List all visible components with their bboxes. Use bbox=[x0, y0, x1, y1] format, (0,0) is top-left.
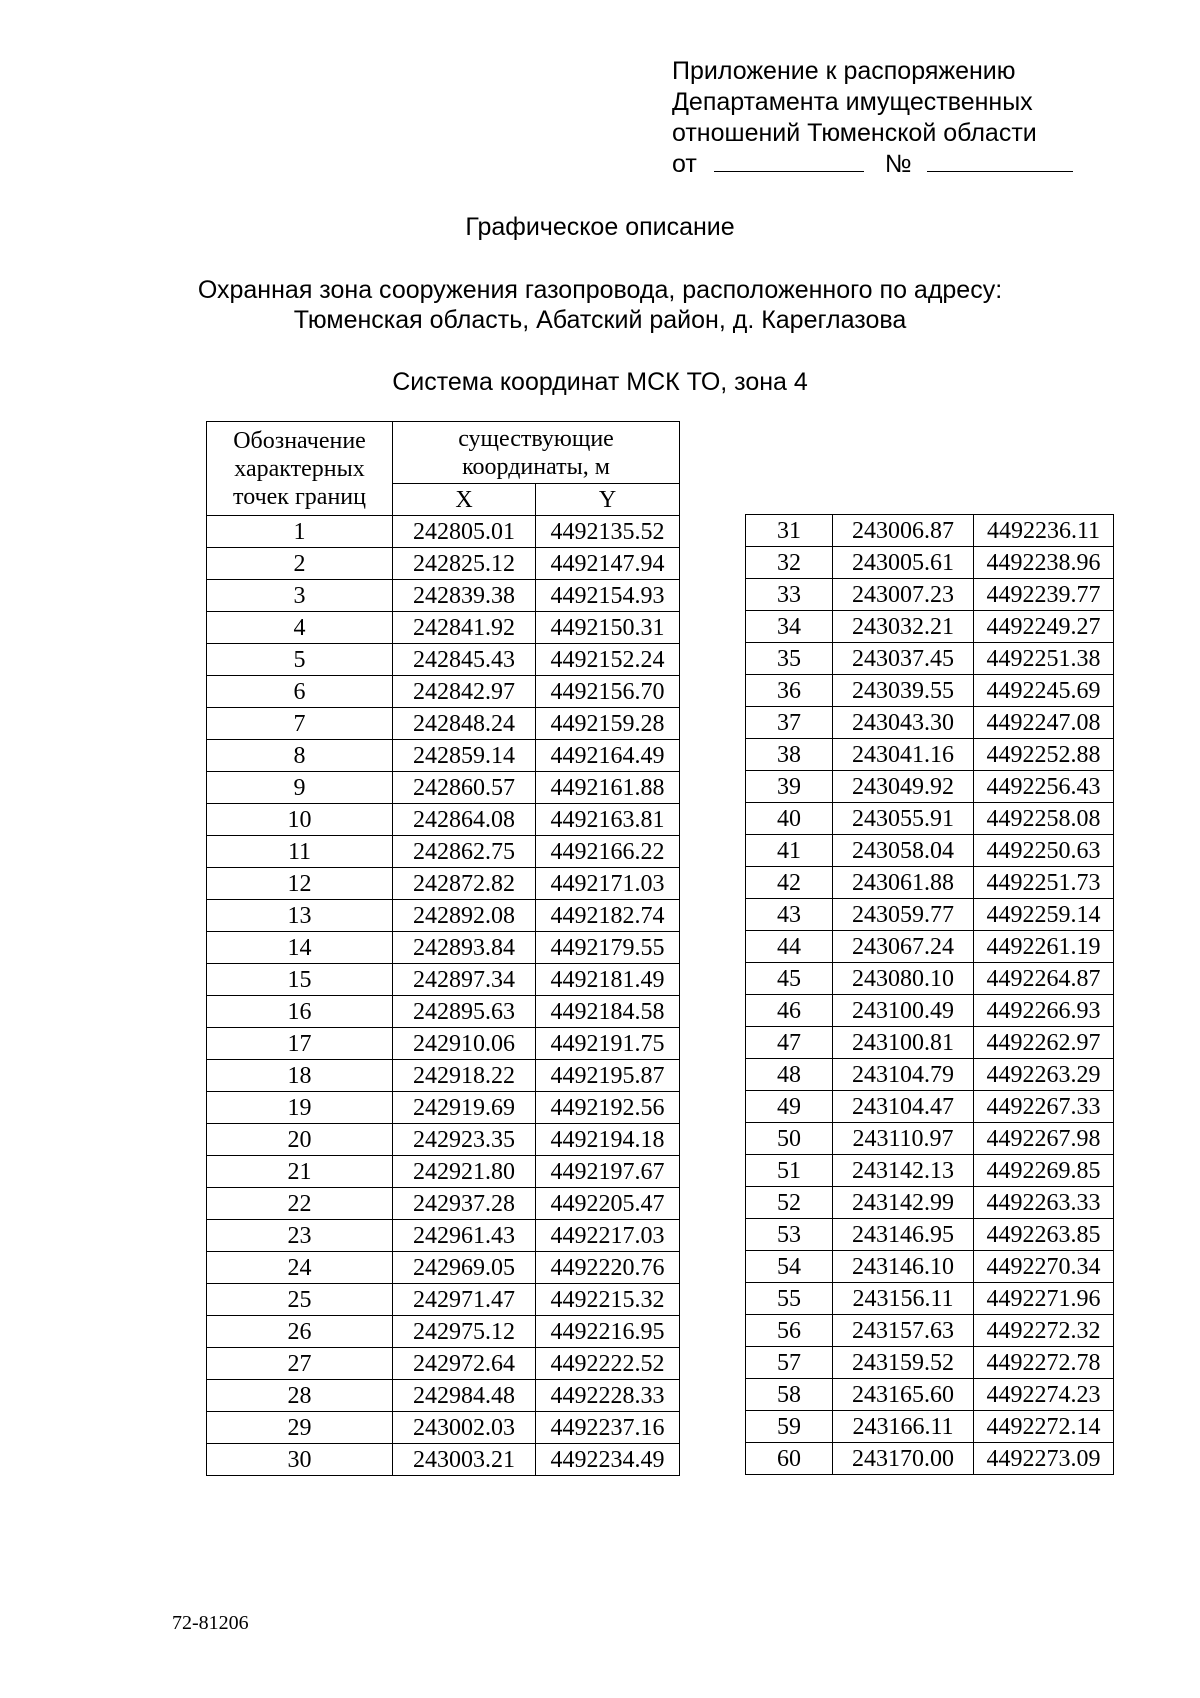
x-coordinate-cell: 243037.45 bbox=[833, 643, 974, 675]
point-number-cell: 55 bbox=[746, 1283, 833, 1315]
point-number-cell: 27 bbox=[207, 1348, 393, 1380]
coordinate-system: Система координат МСК ТО, зона 4 bbox=[392, 368, 808, 396]
point-number-cell: 3 bbox=[207, 580, 393, 612]
table-row bbox=[207, 1380, 680, 1412]
table-row bbox=[746, 1187, 1114, 1219]
point-number-cell: 44 bbox=[746, 931, 833, 963]
table-row bbox=[207, 964, 680, 996]
y-coordinate-cell: 4492274.23 bbox=[974, 1379, 1114, 1411]
y-coordinate-cell: 4492237.16 bbox=[536, 1412, 680, 1444]
y-coordinate-cell: 4492262.97 bbox=[974, 1027, 1114, 1059]
point-number-cell: 8 bbox=[207, 740, 393, 772]
x-coordinate-cell: 243159.52 bbox=[833, 1347, 974, 1379]
table-row bbox=[746, 771, 1114, 803]
point-number-cell: 9 bbox=[207, 772, 393, 804]
table-row bbox=[207, 676, 680, 708]
table-row bbox=[746, 1443, 1114, 1475]
x-coordinate-cell: 243055.91 bbox=[833, 803, 974, 835]
point-number-cell: 51 bbox=[746, 1155, 833, 1187]
point-number-cell: 37 bbox=[746, 707, 833, 739]
x-coordinate-cell: 242937.28 bbox=[393, 1188, 536, 1220]
y-coordinate-cell: 4492263.33 bbox=[974, 1187, 1114, 1219]
y-coordinate-cell: 4492267.33 bbox=[974, 1091, 1114, 1123]
y-coordinate-cell: 4492270.34 bbox=[974, 1251, 1114, 1283]
table-row bbox=[207, 1284, 680, 1316]
header-existing-coordinates: существующие координаты, м bbox=[393, 422, 680, 484]
point-number-cell: 2 bbox=[207, 548, 393, 580]
x-coordinate-cell: 242893.84 bbox=[393, 932, 536, 964]
table-row bbox=[207, 1188, 680, 1220]
table-row bbox=[207, 996, 680, 1028]
y-coordinate-cell: 4492252.88 bbox=[974, 739, 1114, 771]
x-coordinate-cell: 243104.79 bbox=[833, 1059, 974, 1091]
point-number-cell: 25 bbox=[207, 1284, 393, 1316]
table-row bbox=[746, 1091, 1114, 1123]
point-number-cell: 54 bbox=[746, 1251, 833, 1283]
x-coordinate-cell: 242848.24 bbox=[393, 708, 536, 740]
y-coordinate-cell: 4492256.43 bbox=[974, 771, 1114, 803]
point-number-cell: 48 bbox=[746, 1059, 833, 1091]
table-row bbox=[207, 804, 680, 836]
y-coordinate-cell: 4492159.28 bbox=[536, 708, 680, 740]
table-row bbox=[207, 932, 680, 964]
appendix-date-number-line bbox=[672, 149, 1073, 180]
point-number-cell: 58 bbox=[746, 1379, 833, 1411]
table-row bbox=[746, 867, 1114, 899]
x-coordinate-cell: 242975.12 bbox=[393, 1316, 536, 1348]
y-coordinate-cell: 4492215.32 bbox=[536, 1284, 680, 1316]
x-coordinate-cell: 243100.81 bbox=[833, 1027, 974, 1059]
table-row bbox=[207, 1444, 680, 1476]
point-number-cell: 6 bbox=[207, 676, 393, 708]
y-coordinate-cell: 4492171.03 bbox=[536, 868, 680, 900]
x-coordinate-cell: 243049.92 bbox=[833, 771, 974, 803]
x-coordinate-cell: 242825.12 bbox=[393, 548, 536, 580]
x-coordinate-cell: 242892.08 bbox=[393, 900, 536, 932]
y-coordinate-cell: 4492164.49 bbox=[536, 740, 680, 772]
table-row bbox=[207, 644, 680, 676]
table-row bbox=[746, 515, 1114, 547]
x-coordinate-cell: 243061.88 bbox=[833, 867, 974, 899]
point-number-cell: 24 bbox=[207, 1252, 393, 1284]
table-row bbox=[746, 995, 1114, 1027]
y-coordinate-cell: 4492245.69 bbox=[974, 675, 1114, 707]
y-coordinate-cell: 4492166.22 bbox=[536, 836, 680, 868]
y-coordinate-cell: 4492228.33 bbox=[536, 1380, 680, 1412]
point-number-cell: 30 bbox=[207, 1444, 393, 1476]
y-coordinate-cell: 4492251.73 bbox=[974, 867, 1114, 899]
y-coordinate-cell: 4492191.75 bbox=[536, 1028, 680, 1060]
table-row bbox=[746, 1283, 1114, 1315]
table-row bbox=[207, 868, 680, 900]
table-row bbox=[746, 1059, 1114, 1091]
table-row bbox=[746, 547, 1114, 579]
x-coordinate-cell: 243003.21 bbox=[393, 1444, 536, 1476]
table-row bbox=[746, 739, 1114, 771]
point-number-cell: 56 bbox=[746, 1315, 833, 1347]
x-coordinate-cell: 242859.14 bbox=[393, 740, 536, 772]
x-coordinate-cell: 242961.43 bbox=[393, 1220, 536, 1252]
point-number-cell: 35 bbox=[746, 643, 833, 675]
x-coordinate-cell: 242805.01 bbox=[393, 516, 536, 548]
appendix-line-2: Департамента имущественных bbox=[672, 88, 1033, 116]
appendix-block bbox=[672, 56, 1073, 180]
x-coordinate-cell: 243146.10 bbox=[833, 1251, 974, 1283]
x-coordinate-cell: 242923.35 bbox=[393, 1124, 536, 1156]
point-number-cell: 41 bbox=[746, 835, 833, 867]
header-point-designation: Обозначение характерных точек границ bbox=[207, 422, 393, 516]
x-coordinate-cell: 242841.92 bbox=[393, 612, 536, 644]
y-coordinate-cell: 4492267.98 bbox=[974, 1123, 1114, 1155]
x-coordinate-cell: 243032.21 bbox=[833, 611, 974, 643]
appendix-line-3: отношений Тюменской области bbox=[672, 119, 1037, 147]
table-row bbox=[207, 1252, 680, 1284]
coordinates-table-right bbox=[745, 514, 1114, 1475]
x-coordinate-cell: 242918.22 bbox=[393, 1060, 536, 1092]
y-coordinate-cell: 4492258.08 bbox=[974, 803, 1114, 835]
x-coordinate-cell: 242984.48 bbox=[393, 1380, 536, 1412]
y-coordinate-cell: 4492272.14 bbox=[974, 1411, 1114, 1443]
appendix-line-1: Приложение к распоряжению bbox=[672, 57, 1016, 85]
point-number-cell: 50 bbox=[746, 1123, 833, 1155]
y-coordinate-cell: 4492234.49 bbox=[536, 1444, 680, 1476]
x-coordinate-cell: 242919.69 bbox=[393, 1092, 536, 1124]
table-row bbox=[746, 1219, 1114, 1251]
from-label: от bbox=[672, 150, 697, 178]
point-number-cell: 22 bbox=[207, 1188, 393, 1220]
point-number-cell: 12 bbox=[207, 868, 393, 900]
x-coordinate-cell: 242921.80 bbox=[393, 1156, 536, 1188]
table-row bbox=[746, 1347, 1114, 1379]
date-blank bbox=[714, 151, 864, 172]
table-row bbox=[207, 1156, 680, 1188]
x-coordinate-cell: 243067.24 bbox=[833, 931, 974, 963]
x-coordinate-cell: 242845.43 bbox=[393, 644, 536, 676]
y-coordinate-cell: 4492259.14 bbox=[974, 899, 1114, 931]
table-row bbox=[207, 612, 680, 644]
table-row bbox=[746, 931, 1114, 963]
point-number-cell: 21 bbox=[207, 1156, 393, 1188]
document-heading: Графическое описание bbox=[465, 213, 735, 241]
x-coordinate-cell: 243170.00 bbox=[833, 1443, 974, 1475]
y-coordinate-cell: 4492263.29 bbox=[974, 1059, 1114, 1091]
x-coordinate-cell: 243156.11 bbox=[833, 1283, 974, 1315]
x-coordinate-cell: 243157.63 bbox=[833, 1315, 974, 1347]
point-number-cell: 39 bbox=[746, 771, 833, 803]
table-row bbox=[207, 1412, 680, 1444]
y-coordinate-cell: 4492147.94 bbox=[536, 548, 680, 580]
x-coordinate-cell: 243110.97 bbox=[833, 1123, 974, 1155]
y-coordinate-cell: 4492263.85 bbox=[974, 1219, 1114, 1251]
point-number-cell: 47 bbox=[746, 1027, 833, 1059]
point-number-cell: 57 bbox=[746, 1347, 833, 1379]
table-row bbox=[207, 836, 680, 868]
y-coordinate-cell: 4492239.77 bbox=[974, 579, 1114, 611]
table-row bbox=[746, 579, 1114, 611]
x-coordinate-cell: 243166.11 bbox=[833, 1411, 974, 1443]
table-row bbox=[746, 803, 1114, 835]
y-coordinate-cell: 4492247.08 bbox=[974, 707, 1114, 739]
x-coordinate-cell: 243043.30 bbox=[833, 707, 974, 739]
point-number-cell: 59 bbox=[746, 1411, 833, 1443]
y-coordinate-cell: 4492266.93 bbox=[974, 995, 1114, 1027]
point-number-cell: 33 bbox=[746, 579, 833, 611]
table-header-row bbox=[207, 422, 680, 484]
x-coordinate-cell: 243146.95 bbox=[833, 1219, 974, 1251]
x-coordinate-cell: 242872.82 bbox=[393, 868, 536, 900]
point-number-cell: 45 bbox=[746, 963, 833, 995]
point-number-cell: 38 bbox=[746, 739, 833, 771]
y-coordinate-cell: 4492192.56 bbox=[536, 1092, 680, 1124]
coordinates-table-left bbox=[206, 421, 680, 1476]
y-coordinate-cell: 4492195.87 bbox=[536, 1060, 680, 1092]
x-coordinate-cell: 243142.99 bbox=[833, 1187, 974, 1219]
x-coordinate-cell: 242910.06 bbox=[393, 1028, 536, 1060]
table-row bbox=[746, 643, 1114, 675]
y-coordinate-cell: 4492152.24 bbox=[536, 644, 680, 676]
point-number-cell: 52 bbox=[746, 1187, 833, 1219]
x-coordinate-cell: 242862.75 bbox=[393, 836, 536, 868]
y-coordinate-cell: 4492205.47 bbox=[536, 1188, 680, 1220]
y-coordinate-cell: 4492154.93 bbox=[536, 580, 680, 612]
point-number-cell: 14 bbox=[207, 932, 393, 964]
point-number-cell: 13 bbox=[207, 900, 393, 932]
table-row bbox=[207, 1316, 680, 1348]
x-coordinate-cell: 243080.10 bbox=[833, 963, 974, 995]
table-row bbox=[746, 963, 1114, 995]
y-coordinate-cell: 4492251.38 bbox=[974, 643, 1114, 675]
point-number-cell: 20 bbox=[207, 1124, 393, 1156]
y-coordinate-cell: 4492269.85 bbox=[974, 1155, 1114, 1187]
table-row bbox=[207, 1028, 680, 1060]
table-row bbox=[746, 611, 1114, 643]
y-coordinate-cell: 4492264.87 bbox=[974, 963, 1114, 995]
point-number-cell: 11 bbox=[207, 836, 393, 868]
x-coordinate-cell: 243039.55 bbox=[833, 675, 974, 707]
table-row bbox=[746, 1251, 1114, 1283]
point-number-cell: 1 bbox=[207, 516, 393, 548]
point-number-cell: 36 bbox=[746, 675, 833, 707]
table-row bbox=[746, 675, 1114, 707]
y-coordinate-cell: 4492150.31 bbox=[536, 612, 680, 644]
table-row bbox=[207, 580, 680, 612]
point-number-cell: 5 bbox=[207, 644, 393, 676]
point-number-cell: 29 bbox=[207, 1412, 393, 1444]
y-coordinate-cell: 4492236.11 bbox=[974, 515, 1114, 547]
x-coordinate-cell: 243104.47 bbox=[833, 1091, 974, 1123]
table-row bbox=[746, 1027, 1114, 1059]
point-number-cell: 31 bbox=[746, 515, 833, 547]
table-row bbox=[207, 900, 680, 932]
table-row bbox=[207, 772, 680, 804]
x-coordinate-cell: 242860.57 bbox=[393, 772, 536, 804]
point-number-cell: 7 bbox=[207, 708, 393, 740]
table-row bbox=[207, 1220, 680, 1252]
x-coordinate-cell: 242895.63 bbox=[393, 996, 536, 1028]
table-row bbox=[207, 740, 680, 772]
y-coordinate-cell: 4492273.09 bbox=[974, 1443, 1114, 1475]
point-number-cell: 42 bbox=[746, 867, 833, 899]
header-x: X bbox=[393, 484, 536, 516]
point-number-cell: 18 bbox=[207, 1060, 393, 1092]
y-coordinate-cell: 4492272.32 bbox=[974, 1315, 1114, 1347]
x-coordinate-cell: 243058.04 bbox=[833, 835, 974, 867]
point-number-cell: 17 bbox=[207, 1028, 393, 1060]
table-row bbox=[746, 1315, 1114, 1347]
zone-line-1: Охранная зона сооружения газопровода, расположенного по адресу: bbox=[197, 276, 1003, 304]
y-coordinate-cell: 4492163.81 bbox=[536, 804, 680, 836]
table-row bbox=[746, 1123, 1114, 1155]
header-y: Y bbox=[536, 484, 680, 516]
x-coordinate-cell: 243165.60 bbox=[833, 1379, 974, 1411]
y-coordinate-cell: 4492238.96 bbox=[974, 547, 1114, 579]
x-coordinate-cell: 243007.23 bbox=[833, 579, 974, 611]
y-coordinate-cell: 4492156.70 bbox=[536, 676, 680, 708]
x-coordinate-cell: 243059.77 bbox=[833, 899, 974, 931]
point-number-cell: 40 bbox=[746, 803, 833, 835]
table-row bbox=[207, 1348, 680, 1380]
x-coordinate-cell: 243100.49 bbox=[833, 995, 974, 1027]
y-coordinate-cell: 4492194.18 bbox=[536, 1124, 680, 1156]
x-coordinate-cell: 242842.97 bbox=[393, 676, 536, 708]
x-coordinate-cell: 243002.03 bbox=[393, 1412, 536, 1444]
point-number-cell: 34 bbox=[746, 611, 833, 643]
table-row bbox=[746, 1379, 1114, 1411]
table-row bbox=[207, 516, 680, 548]
x-coordinate-cell: 242839.38 bbox=[393, 580, 536, 612]
table-row bbox=[207, 1060, 680, 1092]
y-coordinate-cell: 4492182.74 bbox=[536, 900, 680, 932]
point-number-cell: 53 bbox=[746, 1219, 833, 1251]
table-row bbox=[207, 1092, 680, 1124]
point-number-cell: 23 bbox=[207, 1220, 393, 1252]
table-row bbox=[746, 835, 1114, 867]
table-row bbox=[746, 707, 1114, 739]
x-coordinate-cell: 243005.61 bbox=[833, 547, 974, 579]
y-coordinate-cell: 4492135.52 bbox=[536, 516, 680, 548]
point-number-cell: 19 bbox=[207, 1092, 393, 1124]
table-row bbox=[207, 708, 680, 740]
point-number-cell: 26 bbox=[207, 1316, 393, 1348]
point-number-cell: 32 bbox=[746, 547, 833, 579]
point-number-cell: 28 bbox=[207, 1380, 393, 1412]
point-number-cell: 46 bbox=[746, 995, 833, 1027]
x-coordinate-cell: 243006.87 bbox=[833, 515, 974, 547]
footer-code: 72-81206 bbox=[172, 1612, 249, 1634]
y-coordinate-cell: 4492250.63 bbox=[974, 835, 1114, 867]
y-coordinate-cell: 4492181.49 bbox=[536, 964, 680, 996]
table-row bbox=[746, 1155, 1114, 1187]
y-coordinate-cell: 4492271.96 bbox=[974, 1283, 1114, 1315]
y-coordinate-cell: 4492217.03 bbox=[536, 1220, 680, 1252]
y-coordinate-cell: 4492179.55 bbox=[536, 932, 680, 964]
x-coordinate-cell: 243041.16 bbox=[833, 739, 974, 771]
x-coordinate-cell: 243142.13 bbox=[833, 1155, 974, 1187]
point-number-cell: 15 bbox=[207, 964, 393, 996]
point-number-cell: 43 bbox=[746, 899, 833, 931]
table-row bbox=[207, 548, 680, 580]
y-coordinate-cell: 4492197.67 bbox=[536, 1156, 680, 1188]
table-row bbox=[746, 1411, 1114, 1443]
number-blank bbox=[927, 151, 1073, 172]
table-row bbox=[746, 899, 1114, 931]
y-coordinate-cell: 4492222.52 bbox=[536, 1348, 680, 1380]
point-number-cell: 49 bbox=[746, 1091, 833, 1123]
x-coordinate-cell: 242972.64 bbox=[393, 1348, 536, 1380]
x-coordinate-cell: 242897.34 bbox=[393, 964, 536, 996]
y-coordinate-cell: 4492216.95 bbox=[536, 1316, 680, 1348]
y-coordinate-cell: 4492184.58 bbox=[536, 996, 680, 1028]
y-coordinate-cell: 4492220.76 bbox=[536, 1252, 680, 1284]
y-coordinate-cell: 4492161.88 bbox=[536, 772, 680, 804]
number-label: № bbox=[884, 150, 912, 178]
point-number-cell: 10 bbox=[207, 804, 393, 836]
point-number-cell: 16 bbox=[207, 996, 393, 1028]
zone-line-2: Тюменская область, Абатский район, д. Кареглазова bbox=[293, 306, 907, 334]
x-coordinate-cell: 242864.08 bbox=[393, 804, 536, 836]
x-coordinate-cell: 242969.05 bbox=[393, 1252, 536, 1284]
x-coordinate-cell: 242971.47 bbox=[393, 1284, 536, 1316]
point-number-cell: 4 bbox=[207, 612, 393, 644]
y-coordinate-cell: 4492249.27 bbox=[974, 611, 1114, 643]
table-row bbox=[207, 1124, 680, 1156]
y-coordinate-cell: 4492261.19 bbox=[974, 931, 1114, 963]
point-number-cell: 60 bbox=[746, 1443, 833, 1475]
y-coordinate-cell: 4492272.78 bbox=[974, 1347, 1114, 1379]
